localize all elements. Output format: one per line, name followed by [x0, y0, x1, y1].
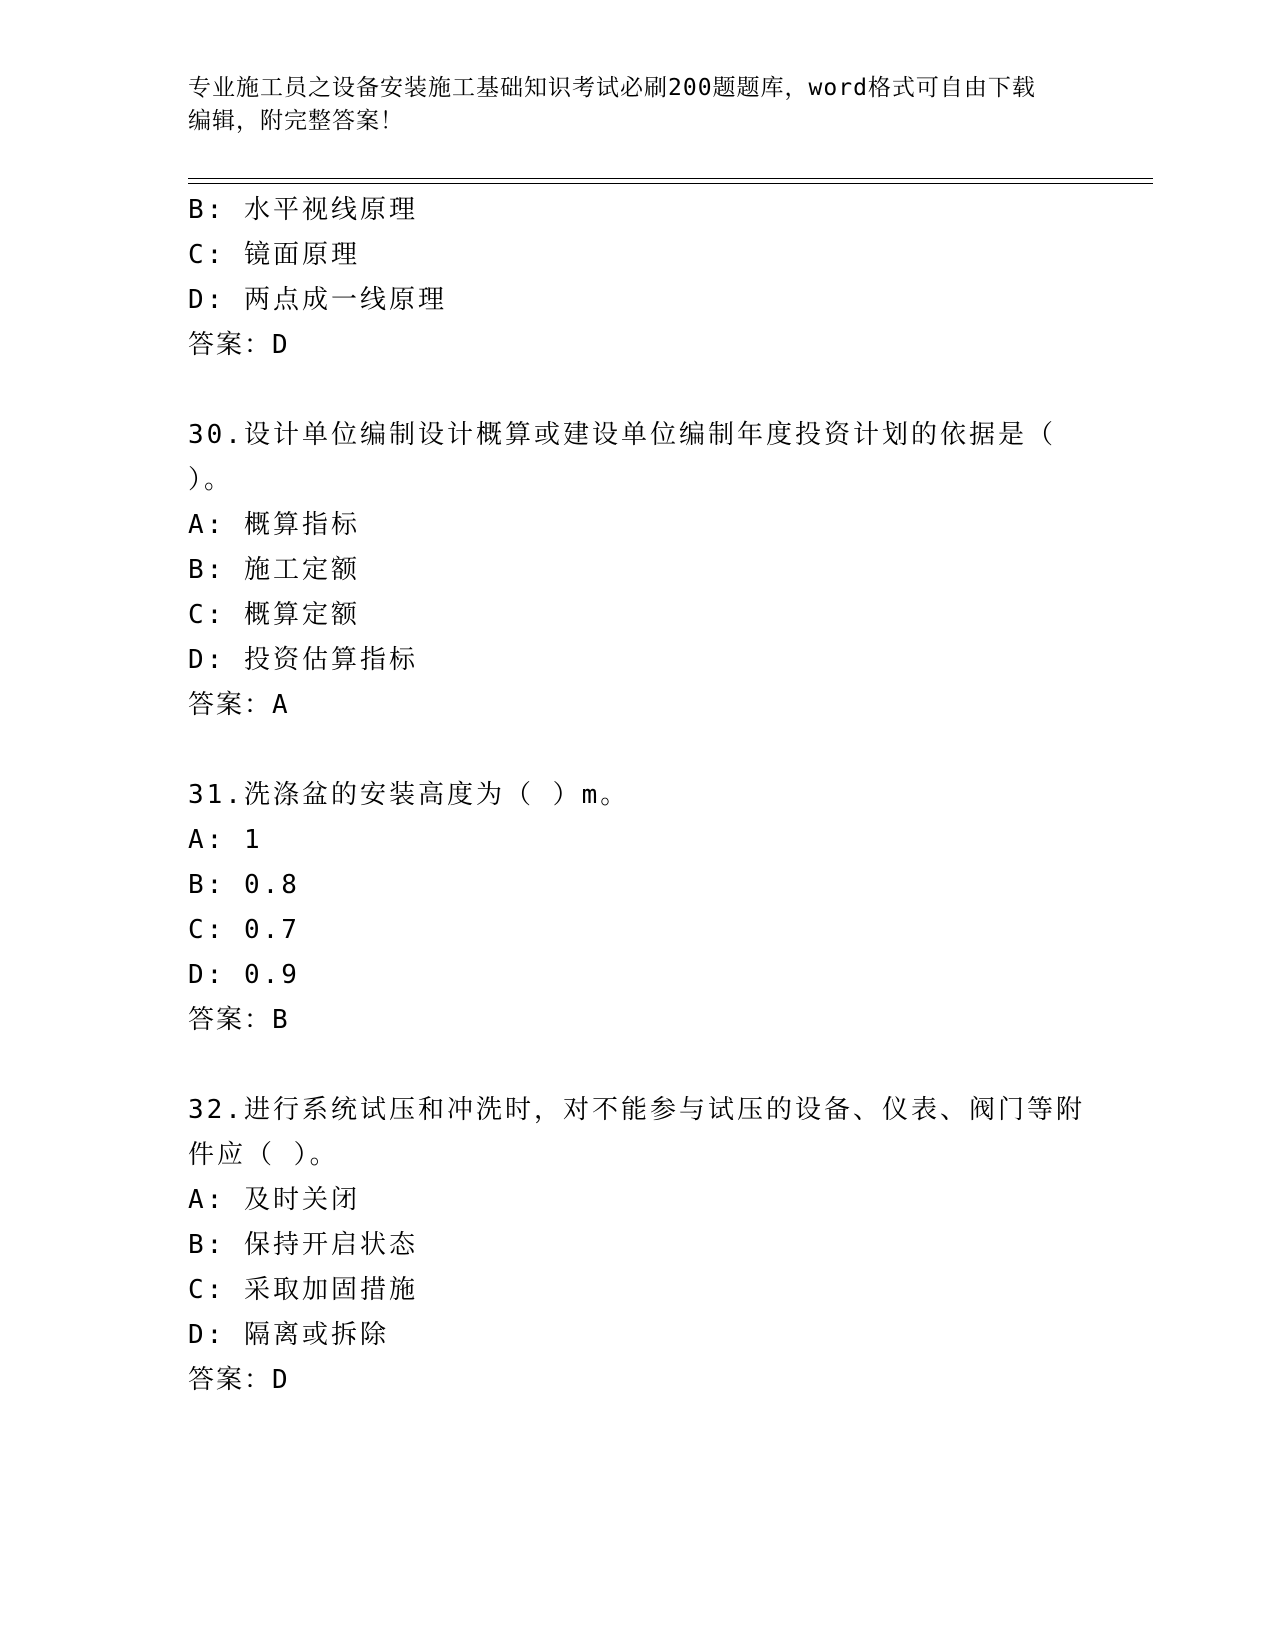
q29-option-d: D: 两点成一线原理 [188, 285, 447, 315]
q32-stem-line-1: 32.进行系统试压和冲洗时，对不能参与试压的设备、仪表、阀门等附 [188, 1095, 1085, 1125]
q31-option-a: A: 1 [188, 825, 263, 855]
header-title-line-2: 编辑，附完整答案！ [188, 108, 404, 134]
q30-answer: 答案：A [188, 690, 290, 720]
q30-option-c: C: 概算定额 [188, 600, 360, 630]
q32-answer: 答案：D [188, 1365, 290, 1395]
q32-option-c: C: 采取加固措施 [188, 1275, 418, 1305]
header-divider-bottom [188, 183, 1153, 184]
q31-answer: 答案：B [188, 1005, 290, 1035]
document-header [188, 72, 1088, 138]
q30-option-d: D: 投资估算指标 [188, 645, 418, 675]
q32-stem-line-2: 件应（ ）。 [188, 1140, 339, 1170]
q29-option-c: C: 镜面原理 [188, 240, 360, 270]
q29-answer: 答案：D [188, 330, 290, 360]
q31-option-b: B: 0.8 [188, 870, 300, 900]
q31-option-c: C: 0.7 [188, 915, 300, 945]
header-title-line-1: 专业施工员之设备安装施工基础知识考试必刷200题题库，word格式可自由下载 [188, 75, 1036, 101]
q31-option-d: D: 0.9 [188, 960, 300, 990]
q30-option-b: B: 施工定额 [188, 555, 360, 585]
q32-option-b: B: 保持开启状态 [188, 1230, 418, 1260]
header-divider-top [188, 178, 1153, 179]
q30-stem-line-1: 30.设计单位编制设计概算或建设单位编制年度投资计划的依据是（ [188, 420, 1056, 450]
q32-option-a: A: 及时关闭 [188, 1185, 360, 1215]
q30-stem-line-2: ）。 [188, 465, 234, 495]
q30-option-a: A: 概算指标 [188, 510, 360, 540]
q31-stem-line-1: 31.洗涤盆的安装高度为（ ）m。 [188, 780, 630, 810]
q32-option-d: D: 隔离或拆除 [188, 1320, 389, 1350]
q29-option-b: B: 水平视线原理 [188, 195, 418, 225]
